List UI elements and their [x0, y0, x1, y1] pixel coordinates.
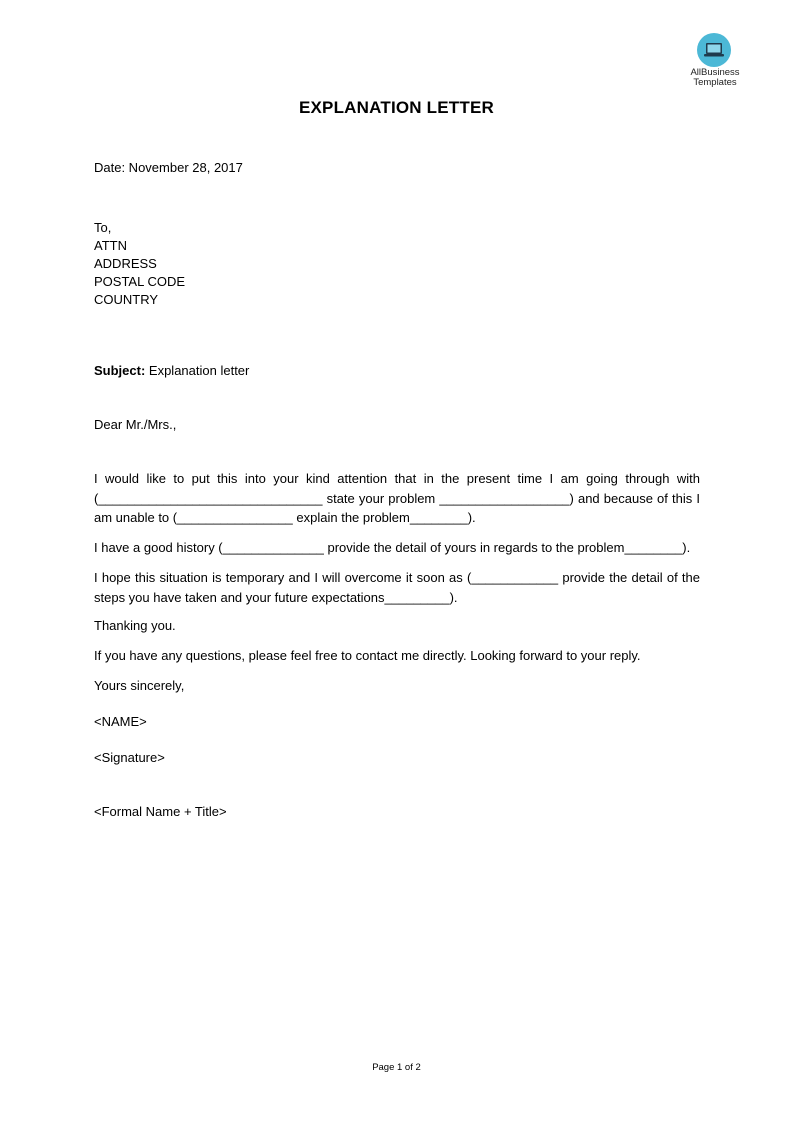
company-logo: [697, 33, 731, 67]
closing: Yours sincerely,: [94, 678, 185, 693]
body-paragraph-1: I would like to put this into your kind attention that in the present time I am going through with (_______________________________ state your problem __________________) and because of this I am unable to (________________ explain the problem________).: [94, 471, 700, 525]
sender-name: <NAME>: [94, 714, 147, 729]
sender-signature: <Signature>: [94, 750, 165, 765]
recipient-to: To,: [94, 220, 112, 235]
body-paragraph-2: I have a good history (______________ provide the detail of yours in regards to the problem________).: [94, 540, 691, 555]
greeting: Dear Mr./Mrs.,: [94, 417, 177, 432]
sender-formal-name-title: <Formal Name + Title>: [94, 804, 227, 819]
subject-line: [94, 362, 700, 380]
laptop-icon: [697, 33, 731, 67]
logo-caption: [676, 68, 754, 88]
body-paragraph-3: I hope this situation is temporary and I will overcome it soon as (____________ provide the detail of the steps you have taken and your future expectations_________).: [94, 570, 700, 605]
page-number: Page 1 of 2: [372, 1062, 421, 1073]
body-paragraph-4: Thanking you.: [94, 618, 176, 633]
logo-line-2: Templates: [693, 77, 737, 88]
document-title: EXPLANATION LETTER: [298, 98, 494, 117]
recipient-country: COUNTRY: [94, 292, 159, 307]
recipient-attn: ATTN: [94, 238, 127, 253]
recipient-postal-code: POSTAL CODE: [94, 274, 186, 289]
body-paragraph-5: If you have any questions, please feel free to contact me directly. Looking forward to your reply.: [94, 648, 641, 663]
logo-line-1: AllBusiness: [690, 67, 740, 78]
subject-label: Subject:: [94, 363, 146, 378]
letter-date: Date: November 28, 2017: [94, 160, 243, 175]
recipient-address: ADDRESS: [94, 256, 157, 271]
subject-text: Explanation letter: [145, 363, 250, 378]
